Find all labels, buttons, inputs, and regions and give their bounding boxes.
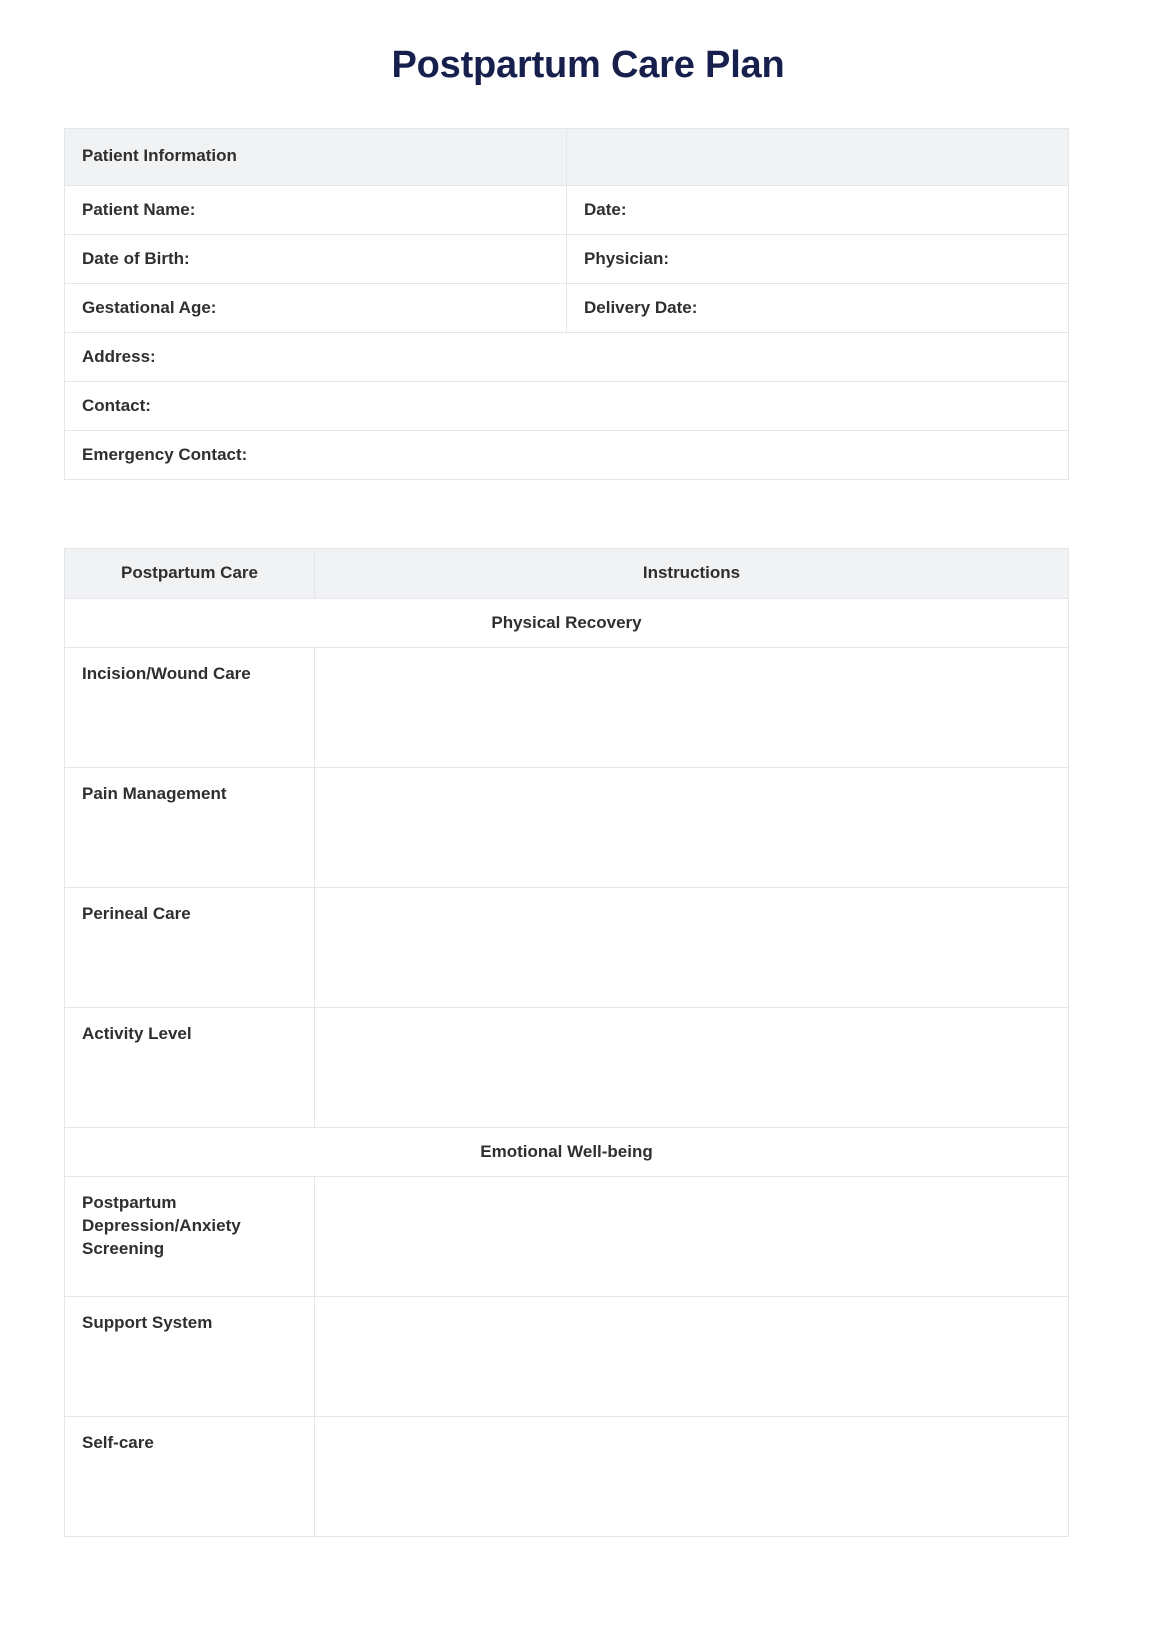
instruction-field-pain-management[interactable]	[315, 767, 1069, 887]
section-row-physical-recovery	[65, 598, 1069, 647]
table-spacer	[64, 480, 1112, 548]
table-row	[65, 1176, 1069, 1296]
patient-information-header-label: Patient Information	[65, 128, 567, 185]
patient-information-header-row	[65, 128, 1069, 185]
table-row	[65, 381, 1069, 430]
table-row	[65, 1007, 1069, 1127]
table-row	[65, 185, 1069, 234]
instruction-field-perineal-care[interactable]	[315, 887, 1069, 1007]
instruction-field-self-care[interactable]	[315, 1416, 1069, 1536]
field-label-physician[interactable]: Physician:	[567, 234, 1069, 283]
patient-information-header-blank	[567, 128, 1069, 185]
care-table-header-care: Postpartum Care	[65, 548, 315, 598]
field-label-delivery-date[interactable]: Delivery Date:	[567, 283, 1069, 332]
postpartum-care-table	[64, 548, 1069, 1537]
field-label-emergency-contact[interactable]: Emergency Contact:	[65, 430, 1069, 479]
table-row	[65, 887, 1069, 1007]
care-label-perineal-care: Perineal Care	[65, 887, 315, 1007]
field-label-gestational-age[interactable]: Gestational Age:	[65, 283, 567, 332]
field-label-address[interactable]: Address:	[65, 332, 1069, 381]
instruction-field-support-system[interactable]	[315, 1296, 1069, 1416]
care-label-self-care: Self-care	[65, 1416, 315, 1536]
care-label-postpartum-depression-anxiety-screening: Postpartum Depression/Anxiety Screening	[65, 1176, 315, 1296]
table-row	[65, 647, 1069, 767]
table-row	[65, 234, 1069, 283]
table-row	[65, 430, 1069, 479]
field-label-contact[interactable]: Contact:	[65, 381, 1069, 430]
table-row	[65, 332, 1069, 381]
table-row	[65, 1416, 1069, 1536]
care-table-header-row	[65, 548, 1069, 598]
patient-information-table	[64, 128, 1069, 480]
field-label-date-of-birth[interactable]: Date of Birth:	[65, 234, 567, 283]
instruction-field-incision-wound-care[interactable]	[315, 647, 1069, 767]
care-label-activity-level: Activity Level	[65, 1007, 315, 1127]
instruction-field-postpartum-depression-anxiety-screening[interactable]	[315, 1176, 1069, 1296]
care-label-incision-wound-care: Incision/Wound Care	[65, 647, 315, 767]
field-label-date[interactable]: Date:	[567, 185, 1069, 234]
care-label-pain-management: Pain Management	[65, 767, 315, 887]
table-row	[65, 1296, 1069, 1416]
section-title-physical-recovery: Physical Recovery	[65, 598, 1069, 647]
care-label-support-system: Support System	[65, 1296, 315, 1416]
table-row	[65, 767, 1069, 887]
section-row-emotional-well-being	[65, 1127, 1069, 1176]
table-row	[65, 283, 1069, 332]
section-title-emotional-well-being: Emotional Well-being	[65, 1127, 1069, 1176]
page-title: Postpartum Care Plan	[391, 44, 785, 86]
instruction-field-activity-level[interactable]	[315, 1007, 1069, 1127]
care-table-header-instructions: Instructions	[315, 548, 1069, 598]
field-label-patient-name[interactable]: Patient Name:	[65, 185, 567, 234]
